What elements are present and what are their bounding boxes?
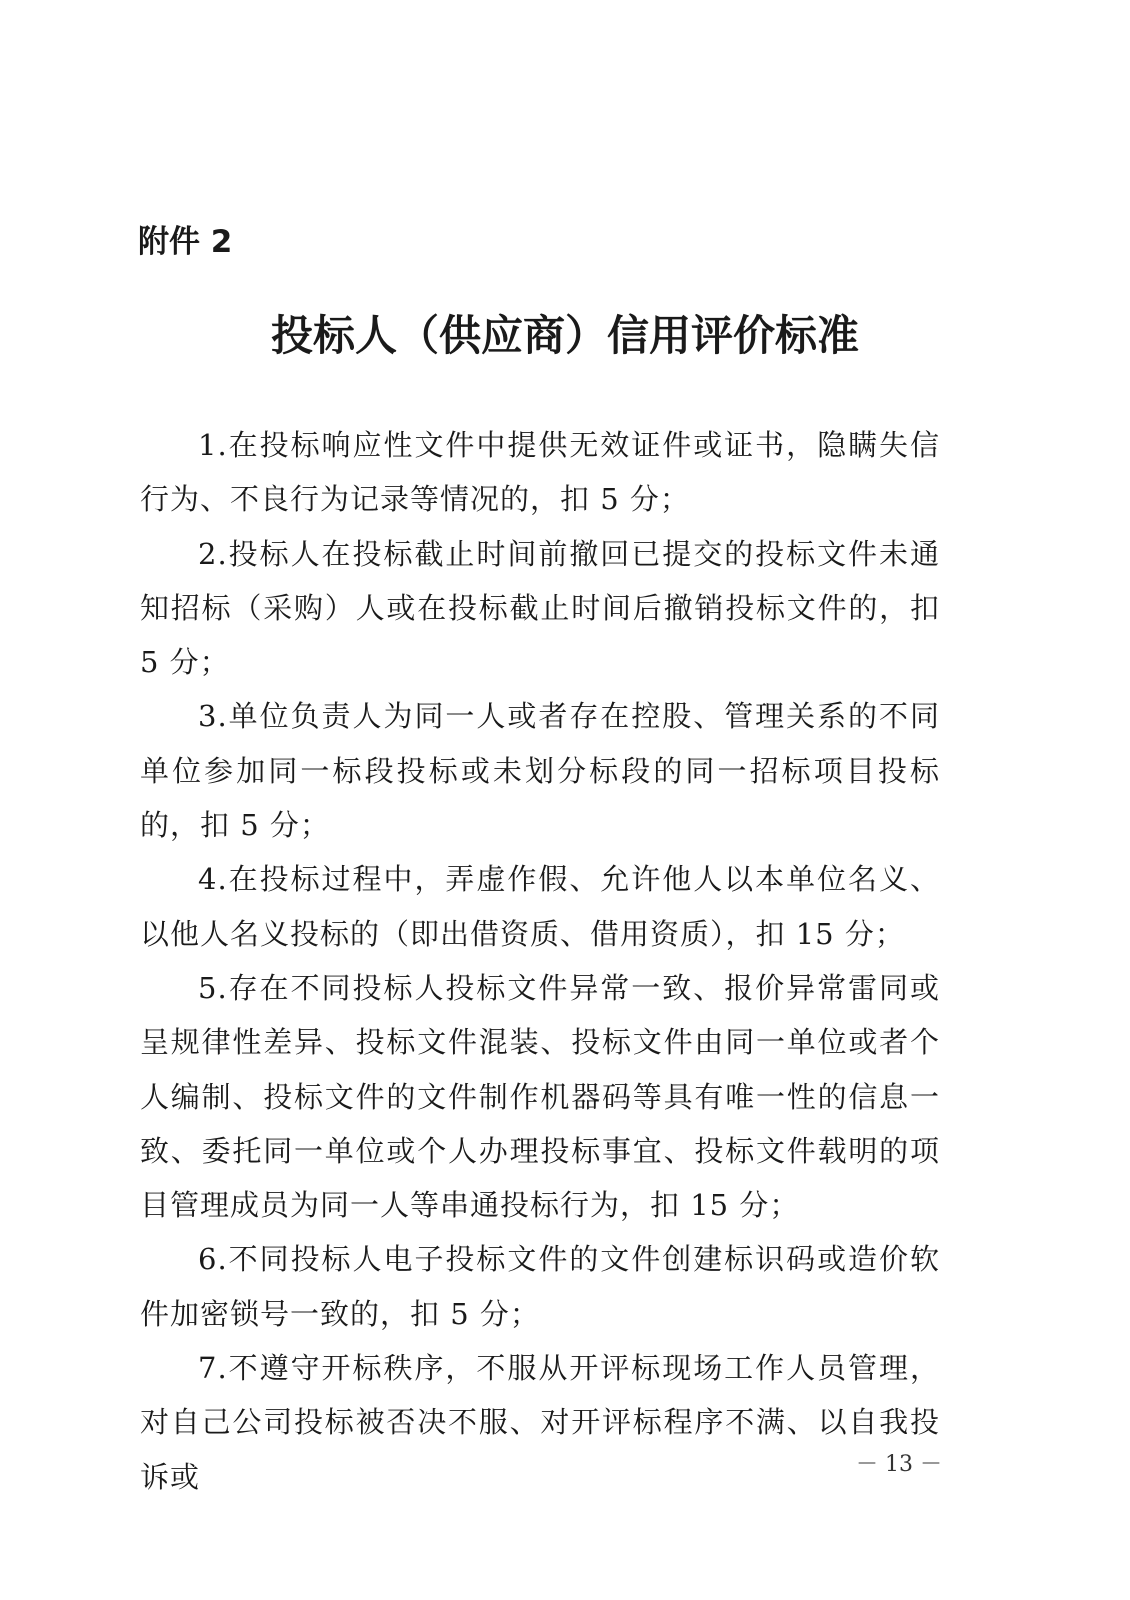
page-number: － 13 －: [856, 1452, 942, 1477]
paragraph-1: 1.在投标响应性文件中提供无效证件或证书，隐瞒失信行为、不良行为记录等情况的，扣 5 分；: [140, 428, 940, 517]
paragraph-4: 4.在投标过程中，弄虚作假、允许他人以本单位名义、以他人名义投标的（即出借资质、借用资质），扣 15 分；: [140, 862, 940, 951]
document-body: [140, 418, 940, 1504]
paragraph-3: 3.单位负责人为同一人或者存在控股、管理关系的不同单位参加同一标段投标或未划分标段的同一招标项目投标的，扣 5 分；: [140, 699, 940, 843]
paragraph-6: 6.不同投标人电子投标文件的文件创建标识码或造价软件加密锁号一致的，扣 5 分；: [140, 1242, 940, 1331]
paragraph-2: 2.投标人在投标截止时间前撤回已提交的投标文件未通知招标（采购）人或在投标截止时间后撤销投标文件的，扣 5 分；: [140, 536, 940, 680]
paragraph-7: 7.不遵守开标秩序，不服从开评标现场工作人员管理，对自己公司投标被否决不服、对开评标程序不满、以自我投诉或: [140, 1351, 940, 1494]
attachment-label: 附件 2: [138, 224, 233, 260]
paragraph-5: 5.存在不同投标人投标文件异常一致、报价异常雷同或呈规律性差异、投标文件混装、投标文件由同一单位或者个人编制、投标文件的文件制作机器码等具有唯一性的信息一致、委托同一单位或个人办理投标事宜、投标文件载明的项目管理成员为同一人等串通投标行为，扣 15 分；: [140, 970, 940, 1223]
document-title: 投标人（供应商）信用评价标准: [270, 311, 859, 360]
